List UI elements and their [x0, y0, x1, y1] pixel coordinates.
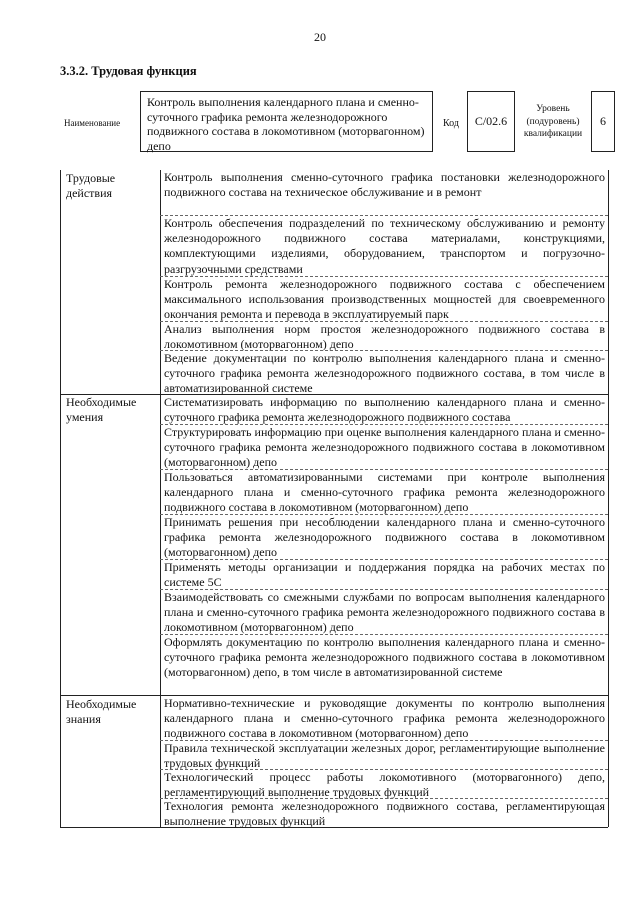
table-column-divider [160, 170, 161, 827]
knowledge-item: Правила технической эксплуатации железных дорог, регламентирующие выполнение трудовых функций [164, 741, 605, 771]
section-label-actions: Трудовые действия [66, 171, 116, 200]
name-label: Наименование [64, 118, 121, 128]
knowledge-item: Технология ремонта железнодорожного подвижного состава, регламентирующая выполнение трудовых функций [164, 799, 605, 829]
page-number: 20 [314, 30, 326, 44]
function-name-box: Контроль выполнения календарного плана и сменно-суточного графика ремонта железнодорожного подвижного состава в локомотивном (моторвагонном) депо [140, 91, 433, 152]
skills-item: Структурировать информацию при оценке выполнения календарного плана и сменно-суточного графика ремонта железнодорожного подвижного состава в локомотивном (моторвагонном) депо [164, 425, 605, 470]
actions-item: Контроль обеспечения подразделений по техническому обслуживанию и ремонту железнодорожного подвижного состава материалами, конструкциями, комплектующими изделиями, оборудованием, транспортом и погрузочно-разгрузочными средствами [164, 216, 605, 276]
section-label-knowledge: Необходимые знания [66, 697, 137, 726]
table-right-border [608, 170, 609, 827]
actions-item: Контроль выполнения сменно-суточного графика постановки железнодорожного подвижного состава на техническое обслуживание и в ремонт [164, 170, 605, 200]
skills-item: Оформлять документацию по контролю выполнения календарного плана и сменно-суточного графика ремонта железнодорожного подвижного состава в локомотивном (моторвагонном) депо, в том числе в автоматизированной системе [164, 635, 605, 680]
level-box: 6 [591, 91, 615, 152]
skills-item: Принимать решения при несоблюдении календарного плана и сменно-суточного графика ремонта железнодорожного подвижного состава в локомотивном (моторвагонном) депо [164, 515, 605, 560]
section-title: 3.3.2. Трудовая функция [60, 64, 197, 78]
actions-item: Ведение документации по контролю выполнения календарного плана и сменно-суточного графика ремонта железнодорожного подвижного состава, в том числе в автоматизированной системе [164, 351, 605, 396]
actions-item: Анализ выполнения норм простоя железнодорожного подвижного состава в локомотивном (моторвагонном) депо [164, 322, 605, 352]
section-label-skills: Необходимые умения [66, 395, 137, 424]
code-label: Код [443, 118, 459, 129]
level-label: Уровень (подуровень) квалификации [523, 104, 583, 139]
skills-item: Пользоваться автоматизированными системами при контроле выполнения календарного плана и сменно-суточного графика ремонта железнодорожного подвижного состава в локомотивном (моторвагонном) депо [164, 470, 605, 515]
skills-item: Систематизировать информацию по выполнению календарного плана и сменно-суточного графика ремонта железнодорожного подвижного состава [164, 395, 605, 425]
skills-item: Взаимодействовать со смежными службами по вопросам выполнения календарного плана и сменно-суточного графика ремонта железнодорожного подвижного состава в локомотивном (моторвагонном) депо [164, 590, 605, 635]
skills-item: Применять методы организации и поддержания порядка на рабочих местах по системе 5С [164, 560, 605, 590]
table-left-border [60, 170, 61, 827]
knowledge-item: Нормативно-технические и руководящие документы по контролю выполнения календарного плана и сменно-суточного графика ремонта железнодорожного подвижного состава в локомотивном (моторвагонном) депо [164, 696, 605, 741]
table-bottom-border [60, 827, 608, 828]
knowledge-item: Технологический процесс работы локомотивного (моторвагонного) депо, регламентирующий выполнение трудовых функций [164, 770, 605, 800]
actions-item: Контроль ремонта железнодорожного подвижного состава с обеспечением максимального использования производственных мощностей для своевременного окончания ремонта и перевода в эксплуатируемый парк [164, 277, 605, 322]
code-box: С/02.6 [467, 91, 515, 152]
